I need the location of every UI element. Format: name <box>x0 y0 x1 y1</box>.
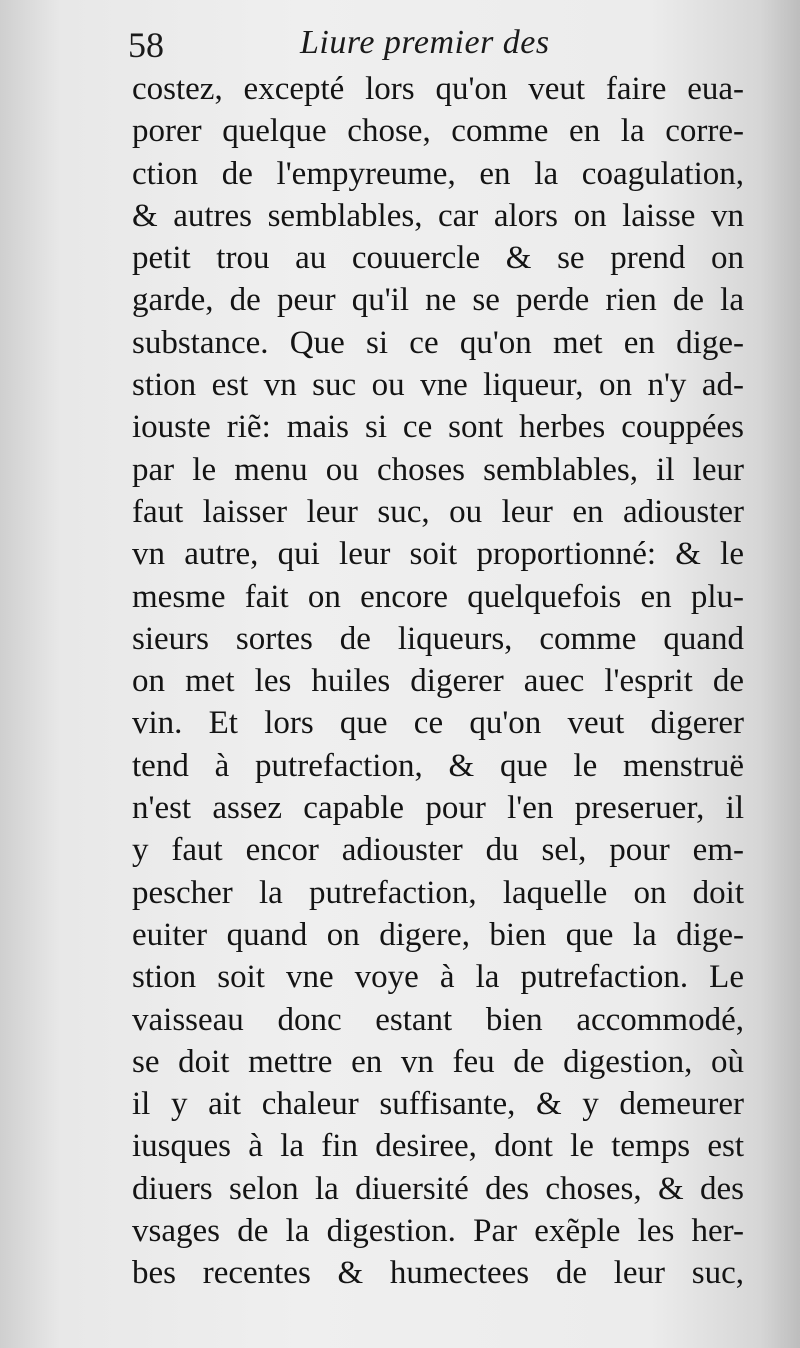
text-line: tend à putrefaction, & que le menstruë <box>132 747 744 784</box>
text-line: on met les huiles digerer auec l'esprit de <box>132 663 744 700</box>
text-line: par le menu ou choses semblables, il leur <box>132 451 744 488</box>
text-line: & autres semblables, car alors on laisse vn <box>132 197 744 234</box>
text-line: vsages de la digestion. Par exẽple les her- <box>132 1213 744 1250</box>
text-line: faut laisser leur suc, ou leur en adiouster <box>132 493 744 530</box>
text-line: diuers selon la diuersité des choses, & des <box>132 1170 744 1207</box>
text-line: stion soit vne voye à la putrefaction. Le <box>132 959 744 996</box>
running-title: Liure premier des <box>300 24 550 61</box>
text-line: substance. Que si ce qu'on met en dige- <box>132 324 744 361</box>
text-line: vin. Et lors que ce qu'on veut digerer <box>132 705 744 742</box>
page-number: 58 <box>128 25 164 65</box>
text-line: vn autre, qui leur soit proportionné: & le <box>132 536 744 573</box>
text-line: sieurs sortes de liqueurs, comme quand <box>132 620 744 657</box>
text-line: bes recentes & humectees de leur suc, <box>132 1255 744 1292</box>
text-line: n'est assez capable pour l'en preseruer, il <box>132 790 744 827</box>
text-line: costez, excepté lors qu'on veut faire eua- <box>132 71 744 107</box>
page-header <box>118 24 758 74</box>
text-line: se doit mettre en vn feu de digestion, où <box>132 1043 744 1080</box>
text-line: petit trou au couuercle & se prend on <box>132 240 744 277</box>
text-line: stion est vn suc ou vne liqueur, on n'y ad- <box>132 367 744 404</box>
text-line: porer quelque chose, comme en la corre- <box>132 113 744 150</box>
text-line: garde, de peur qu'il ne se perde rien de la <box>132 282 744 319</box>
text-line: vaisseau donc estant bien accommodé, <box>132 1001 744 1038</box>
text-line: iouste riẽ: mais si ce sont herbes couppées <box>132 409 744 446</box>
text-line: ction de l'empyreume, en la coagulation, <box>132 155 744 192</box>
text-line: il y ait chaleur suffisante, & y demeurer <box>132 1086 744 1123</box>
text-line: pescher la putrefaction, laquelle on doit <box>132 874 744 911</box>
text-line: iusques à la fin desiree, dont le temps est <box>132 1128 744 1165</box>
text-line: euiter quand on digere, bien que la dige- <box>132 916 744 953</box>
text-line: mesme fait on encore quelquefois en plu- <box>132 578 744 615</box>
text-line: y faut encor adiouster du sel, pour em- <box>132 832 744 869</box>
body-text <box>132 68 744 1295</box>
